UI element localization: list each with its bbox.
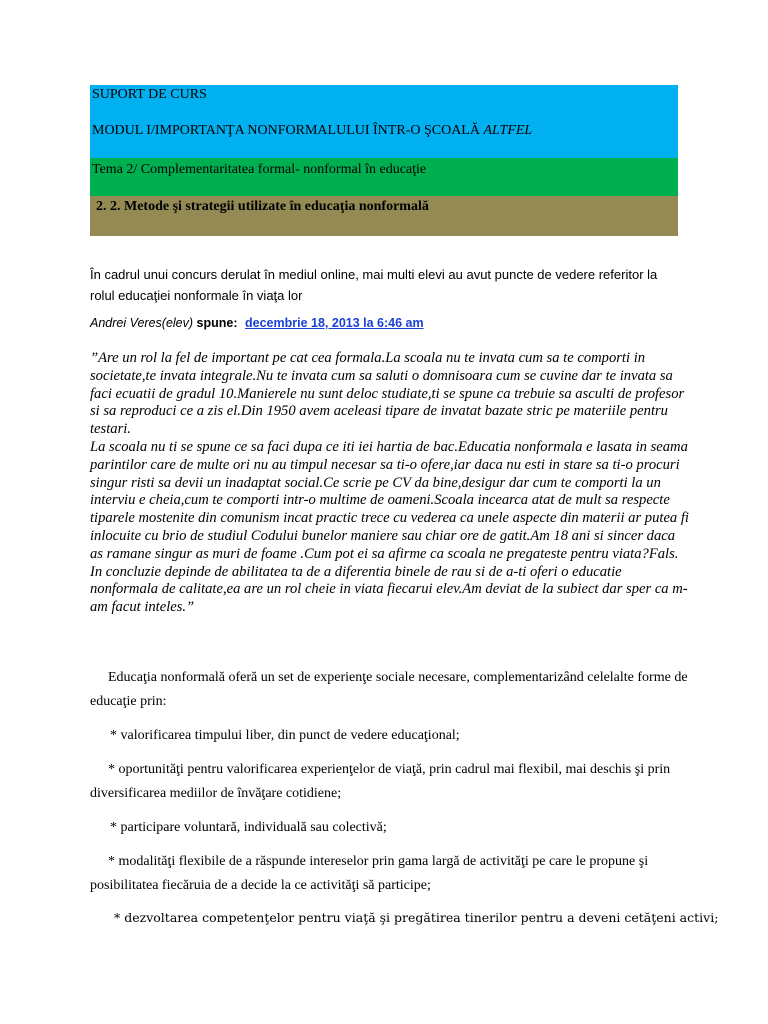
quote-paragraph-1: ”Are un rol la fel de important pe cat cea formala.La scoala nu te invata cum sa te comporti in societate,te invata integrale.Nu te invata cum sa saluti o domnisoara cum se cuvine dar te invata sa faci ecuatii de gradul 10.Manierele nu sunt deloc studiate,ti se spune ca trebuie sa asculti de profesor si sa reproduci ce a zis el.Din 1950 avem aceleasi tipare de invatat bazate stric pe materiile pentru testari. (90, 350, 685, 438)
comment-says: spune: (196, 316, 238, 330)
comment-date-link[interactable]: decembrie 18, 2013 la 6:46 am (245, 316, 424, 330)
bullet-item-1: * valorificarea timpului liber, din punct de vedere educaţional; (110, 728, 460, 743)
course-support-label: SUPORT DE CURS (92, 87, 207, 102)
bullet-item-2: * oportunităţi pentru valorificarea experienţelor de viaţă, prin cadrul mai flexibil, mai deschis şi prin diversificarea mediilor de învăţare cotidiene; (90, 762, 671, 801)
student-quote (90, 350, 690, 617)
header-band-green (90, 158, 678, 196)
module-title-italic: ALTFEL (483, 123, 533, 138)
quote-paragraph-2: La scoala nu ti se spune ce sa faci dupa ce iti iei hartia de bac.Educatia nonformala e lasata in seama parintilor care de multe ori nu au timpul necesar sa ti-o ofere,iar daca nu esti in stare sa ti-o procuri singur risti sa devii un inadaptat social.Ce scrie pe CV da bine,desigur dar cum te comporti la un interviu e cheia,cum te comporti intr-o multime de oameni.Scoala incearca atat de mult sa respecte tiparele mostenite din comunism incat practic trece cu vederea ca unele aspecte din materii ar putea fi inlocuite cu brio de studiul Codului bunelor maniere sau chiar ore de gatit.Am 18 ani si sincer daca as ramane singur as muri de foame .Cum pot ei sa afirme ca scoala ne pregateste pentru viata?Fals. (90, 438, 689, 562)
bullet-item-4: * modalităţi flexibile de a răspunde intereselor prin gama largă de activităţi pe care le propune şi posibilitatea fiecăruia de a decide la ce activităţi să participe; (90, 854, 649, 893)
theme-title: Tema 2/ Complementaritatea formal- nonformal în educaţie (92, 162, 427, 177)
intro-text (90, 264, 690, 306)
intro-line-2: rolul educaţiei nonformale în viaţa lor (90, 288, 303, 303)
comment-attribution (90, 316, 424, 330)
module-title: MODUL I/IMPORTANŢA NONFORMALULUI ÎNTR-O ŞCOALĂ ALTFEL (92, 123, 533, 138)
intro-line-1: În cadrul unui concurs derulat în mediul online, mai multi elevi au avut puncte de vedere referitor la (90, 267, 658, 282)
quote-paragraph-3: In concluzie depinde de abilitatea ta de a diferentia binele de rau si de a-ti oferi o educatie nonformala de calitate,ea are un rol cheie in viata fiecarui elev.Am deviat de la subiect dar sper ca m-am facut inteles.” (90, 563, 688, 616)
body-paragraph: Educaţia nonformală oferă un set de experienţe sociale necesare, complementarizând celelalte forme de educaţie prin: (90, 670, 688, 709)
comment-author: Andrei Veres(elev) (90, 316, 194, 330)
header-band-blue (90, 85, 678, 158)
bullet-item-5: * dezvoltarea competenţelor pentru viaţă şi pregătirea tinerilor pentru a deveni cetăţeni activi; (114, 910, 719, 925)
bullet-item-3: * participare voluntară, individuală sau colectivă; (110, 820, 387, 835)
header-band-olive (90, 196, 678, 236)
section-title: 2. 2. Metode şi strategii utilizate în educaţia nonformală (96, 199, 429, 214)
